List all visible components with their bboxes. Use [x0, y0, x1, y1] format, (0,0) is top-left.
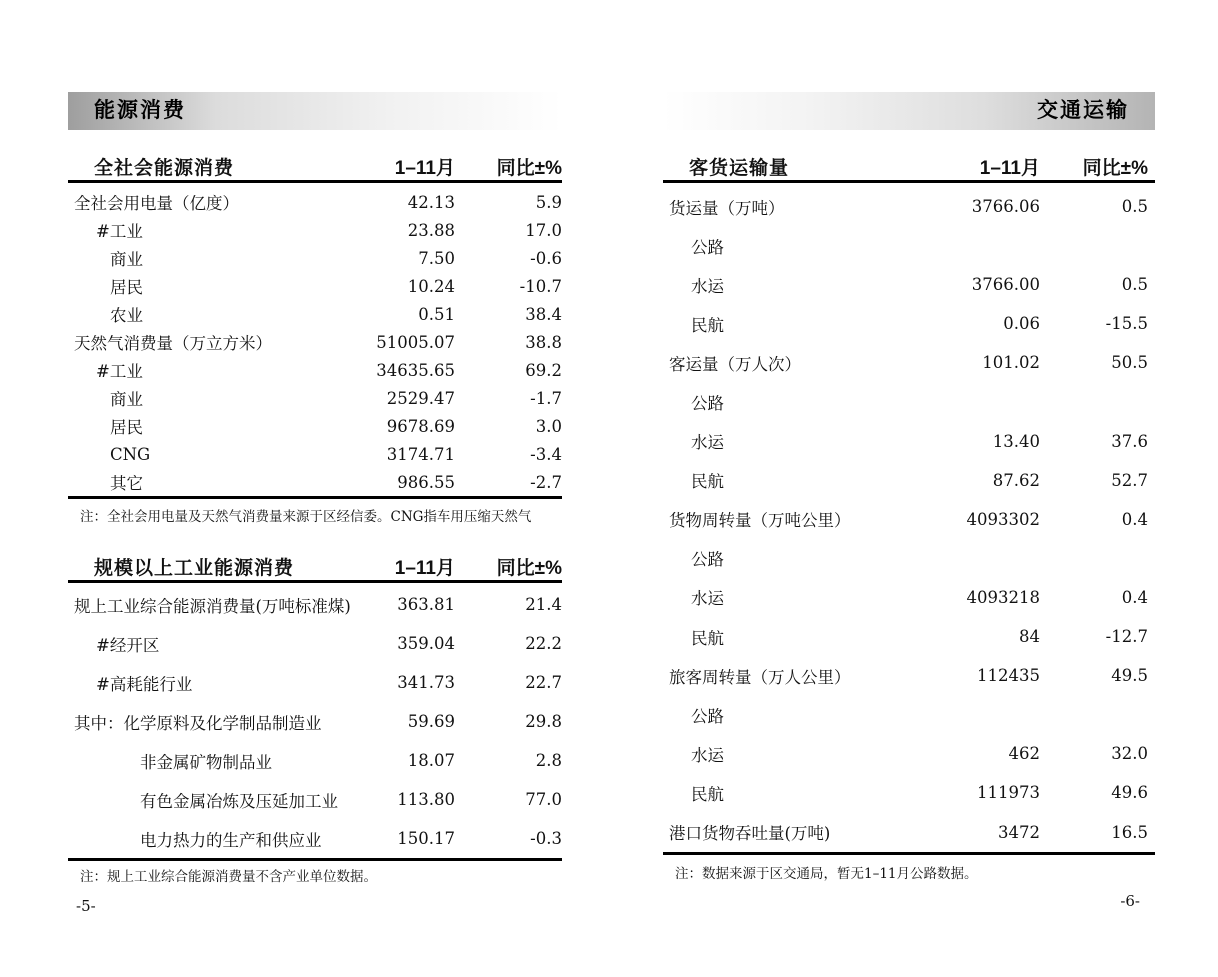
table-row [663, 617, 1155, 656]
row-value-yoy: 38.4 [525, 304, 562, 324]
row-value-period: 59.69 [407, 712, 455, 731]
row-value-yoy: 32.0 [1111, 744, 1148, 764]
table-row [663, 500, 1155, 539]
column-header-yoy: 同比±% [496, 558, 562, 579]
row-label: 其中：化学原料及化学制品制造业 [74, 713, 322, 733]
industrial-energy-table-body [68, 583, 562, 861]
row-value-period: 359.04 [397, 634, 455, 653]
row-value-yoy: -15.5 [1105, 314, 1148, 334]
row-value-period: 0.06 [1003, 314, 1040, 334]
section-title-transport: 交通运输 [1037, 99, 1129, 122]
row-value-period: 51005.07 [376, 332, 455, 352]
row-value-period: 4093218 [966, 587, 1040, 607]
row-value-period: 4093302 [966, 509, 1040, 529]
row-value-period: 42.13 [407, 192, 455, 212]
row-value-yoy: 37.6 [1111, 431, 1148, 451]
table-row [68, 624, 562, 663]
row-value-period: 3472 [998, 822, 1040, 842]
row-value-period: 0.51 [418, 304, 455, 324]
row-label: 货物周转量（万吨公里） [669, 511, 851, 531]
table-row [68, 468, 562, 496]
row-value-period: 3766.06 [971, 197, 1040, 217]
table-row [663, 656, 1155, 695]
energy-total-table-header [68, 152, 562, 183]
row-label: 旅客周转量（万人公里） [669, 667, 851, 687]
row-value-period: 2529.47 [386, 388, 455, 408]
row-value-yoy: 0.4 [1121, 509, 1148, 529]
table-row [68, 328, 562, 356]
table-row [663, 461, 1155, 500]
left-page-column [68, 92, 562, 915]
table-row [663, 695, 1155, 734]
page-number-right: -6- [1120, 891, 1140, 910]
row-value-period: 113.80 [397, 790, 455, 809]
transport-table-header [663, 152, 1155, 183]
row-label: 有色金属冶炼及压延加工业 [140, 791, 338, 811]
row-value-yoy: 0.4 [1121, 587, 1148, 607]
row-label: #工业 [96, 222, 143, 241]
row-value-period: 112435 [977, 666, 1040, 686]
row-value-period: 363.81 [397, 595, 455, 614]
table-row [68, 384, 562, 412]
table-row [663, 226, 1155, 265]
table-row [663, 343, 1155, 382]
table-row [663, 773, 1155, 812]
table-note: 注：规上工业综合能源消费量不含产业单位数据。 [80, 869, 377, 885]
row-value-period: 986.55 [397, 472, 455, 492]
right-page-column [663, 92, 1155, 910]
row-label: 货运量（万吨） [669, 198, 785, 218]
table-row [68, 663, 562, 702]
table-title: 全社会能源消费 [94, 158, 235, 179]
row-label: 民航 [691, 784, 724, 804]
table-row [68, 440, 562, 468]
row-value-yoy: 69.2 [525, 360, 562, 380]
row-value-period: 111973 [977, 783, 1040, 803]
row-label: 民航 [691, 628, 724, 648]
table-row [68, 819, 562, 858]
row-label: 其它 [110, 474, 143, 493]
row-label: 民航 [691, 472, 724, 492]
row-value-period: 34635.65 [376, 360, 455, 380]
row-value-yoy: 16.5 [1111, 822, 1148, 842]
table-row [68, 702, 562, 741]
row-value-period: 3766.00 [971, 275, 1040, 295]
row-value-yoy: -0.6 [530, 248, 562, 268]
table-row [68, 741, 562, 780]
row-value-period: 150.17 [397, 829, 455, 848]
table-row [68, 272, 562, 300]
row-value-yoy: 77.0 [525, 790, 562, 809]
row-value-period: 101.02 [982, 353, 1040, 373]
table-row [663, 734, 1155, 773]
column-header-period: 1–11月 [979, 158, 1040, 179]
row-label: 公路 [691, 706, 724, 726]
row-value-period: 87.62 [992, 470, 1040, 490]
section-header-transport [663, 92, 1155, 130]
row-value-yoy: 0.5 [1121, 197, 1148, 217]
row-value-yoy: 52.7 [1111, 470, 1148, 490]
table-note: 注：数据来源于区交通局，暂无1–11月公路数据。 [675, 865, 978, 882]
row-label: 全社会用电量（亿度） [74, 194, 239, 213]
table-row [68, 244, 562, 272]
table-row [68, 585, 562, 624]
row-value-yoy: 2.8 [535, 751, 562, 770]
row-value-yoy: 38.8 [525, 332, 562, 352]
row-value-yoy: 22.2 [525, 634, 562, 653]
row-label: 居民 [110, 418, 143, 437]
row-label: 居民 [110, 278, 143, 297]
table-row [663, 422, 1155, 461]
row-label: 规上工业综合能源消费量(万吨标准煤) [74, 596, 351, 616]
table-row [663, 539, 1155, 578]
row-label: 非金属矿物制品业 [140, 752, 272, 772]
table-row [663, 187, 1155, 226]
row-label: 民航 [691, 315, 724, 335]
row-label: 水运 [691, 589, 724, 609]
row-value-yoy: -1.7 [530, 388, 562, 408]
transport-table-body [663, 183, 1155, 855]
row-value-yoy: 17.0 [525, 220, 562, 240]
row-label: 商业 [110, 390, 143, 409]
row-label: 天然气消费量（万立方米） [74, 334, 272, 353]
row-value-yoy: -3.4 [530, 444, 562, 464]
row-label: 水运 [691, 276, 724, 296]
row-value-yoy: 0.5 [1121, 275, 1148, 295]
row-value-period: 84 [1019, 627, 1040, 647]
transport-table [663, 152, 1155, 882]
table-row [68, 216, 562, 244]
row-value-yoy: -2.7 [530, 472, 562, 492]
row-value-yoy: -10.7 [519, 276, 562, 296]
row-label: #高耗能行业 [96, 674, 193, 694]
row-value-period: 7.50 [418, 248, 455, 268]
table-row [68, 188, 562, 216]
column-header-period: 1–11月 [394, 558, 455, 579]
table-row [68, 300, 562, 328]
row-label: 水运 [691, 745, 724, 765]
row-label: #工业 [96, 362, 143, 381]
row-value-yoy: 49.5 [1111, 666, 1148, 686]
row-value-period: 3174.71 [386, 444, 455, 464]
table-row [663, 304, 1155, 343]
row-label: 电力热力的生产和供应业 [140, 830, 322, 850]
table-title: 客货运输量 [689, 158, 790, 179]
table-row [68, 412, 562, 440]
energy-total-table-body [68, 183, 562, 499]
table-row [68, 780, 562, 819]
row-label: 水运 [691, 433, 724, 453]
table-row [663, 813, 1155, 852]
row-value-yoy: 21.4 [525, 595, 562, 614]
row-value-yoy: 50.5 [1111, 353, 1148, 373]
row-value-yoy: 22.7 [525, 673, 562, 692]
column-header-yoy: 同比±% [496, 158, 562, 179]
row-value-period: 9678.69 [386, 416, 455, 436]
row-label: 公路 [691, 394, 724, 414]
row-value-yoy: 3.0 [535, 416, 562, 436]
row-label: 港口货物吞吐量(万吨) [669, 824, 831, 844]
row-value-period: 341.73 [397, 673, 455, 692]
row-value-period: 462 [1008, 744, 1040, 764]
row-label: #经开区 [96, 635, 160, 655]
table-row [663, 382, 1155, 421]
column-header-yoy: 同比±% [1082, 158, 1148, 179]
industrial-energy-table-header [68, 552, 562, 583]
row-value-period: 10.24 [407, 276, 455, 296]
table-note: 注：全社会用电量及天然气消费量来源于区经信委。CNG指车用压缩天然气 [80, 509, 532, 525]
page-number-left: -5- [76, 897, 96, 915]
row-label: 商业 [110, 250, 143, 269]
section-header-energy [68, 92, 562, 130]
table-row [663, 265, 1155, 304]
row-value-yoy: 5.9 [535, 192, 562, 212]
row-label: 客运量（万人次） [669, 354, 801, 374]
column-header-period: 1–11月 [394, 158, 455, 179]
row-label: CNG [110, 444, 151, 464]
row-label: 公路 [691, 237, 724, 257]
row-value-period: 13.40 [992, 431, 1040, 451]
row-value-period: 18.07 [407, 751, 455, 770]
row-label: 农业 [110, 306, 143, 325]
row-value-yoy: -0.3 [530, 829, 562, 848]
table-row [68, 356, 562, 384]
table-title: 规模以上工业能源消费 [94, 558, 295, 579]
row-value-yoy: 29.8 [525, 712, 562, 731]
row-value-period: 23.88 [407, 220, 455, 240]
section-title-energy: 能源消费 [94, 99, 186, 122]
industrial-energy-table [68, 552, 562, 885]
row-value-yoy: 49.6 [1111, 783, 1148, 803]
row-label: 公路 [691, 550, 724, 570]
table-row [663, 578, 1155, 617]
energy-total-table [68, 152, 562, 525]
row-value-yoy: -12.7 [1105, 627, 1148, 647]
